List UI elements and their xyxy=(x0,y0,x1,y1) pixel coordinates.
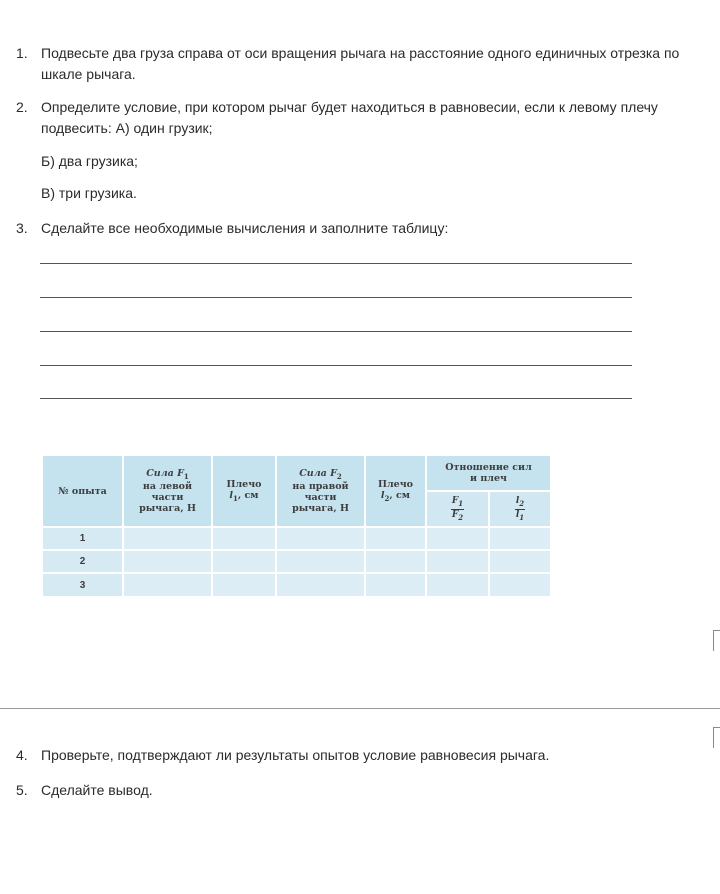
answer-line[interactable] xyxy=(40,263,632,264)
task-text: Определите условие, при котором рычаг будет находиться в равновесии, если к левому плечу подвесить: А) один грузик; xyxy=(41,99,658,136)
task-text: Проверьте, подтверждают ли результаты опытов условие равновесия рычага. xyxy=(41,747,550,763)
table-cell-input[interactable] xyxy=(123,573,212,597)
header-experiment-number: № опыта xyxy=(42,455,123,527)
table-cell-input[interactable] xyxy=(123,550,212,573)
table-cell-input[interactable] xyxy=(365,527,426,550)
lever-results-table xyxy=(41,454,550,598)
table-row xyxy=(42,527,551,550)
answer-line[interactable] xyxy=(40,365,632,366)
task-number: 4. xyxy=(16,747,28,763)
answer-line[interactable] xyxy=(40,398,632,399)
task-text: Подвесьте два груза справа от оси вращения рычага на расстояние одного единичных отрезка по шкале рычага. xyxy=(41,45,680,82)
answer-line[interactable] xyxy=(40,297,632,298)
table-cell-input[interactable] xyxy=(426,527,489,550)
header-ratio: Отношение сил и плеч xyxy=(426,455,551,491)
header-arm-left: Плечо $l_1$, см xyxy=(212,455,276,527)
task-text: Сделайте вывод. xyxy=(41,782,153,798)
task-text: Сделайте все необходимые вычисления и заполните таблицу: xyxy=(41,220,449,236)
table-cell-input[interactable] xyxy=(276,573,365,597)
task-number: 2. xyxy=(16,99,28,115)
table-cell-input[interactable] xyxy=(212,527,276,550)
section-divider xyxy=(0,708,720,709)
table-cell-input[interactable] xyxy=(426,550,489,573)
experiment-number: 2 xyxy=(42,550,123,573)
header-force-right: Сила $F_2$ на правой части рычага, Н xyxy=(276,455,365,527)
task-number: 3. xyxy=(16,220,28,236)
experiment-number: 3 xyxy=(42,573,123,597)
table-cell-input[interactable] xyxy=(426,573,489,597)
table-row xyxy=(42,573,551,597)
table-cell-input[interactable] xyxy=(212,573,276,597)
table-cell-input[interactable] xyxy=(365,550,426,573)
table-cell-input[interactable] xyxy=(489,527,551,550)
table-row xyxy=(42,550,551,573)
table-cell-input[interactable] xyxy=(212,550,276,573)
table-cell-input[interactable] xyxy=(365,573,426,597)
task-number: 5. xyxy=(16,782,28,798)
header-arm-ratio: $\frac{l_2}{l_1}$ xyxy=(489,491,551,527)
header-force-left: Сила $F_1$ на левой части рычага, Н xyxy=(123,455,212,527)
header-force-ratio: $\frac{F_1}{F_2}$ xyxy=(426,491,489,527)
header-arm-right: Плечо $l_2$, см xyxy=(365,455,426,527)
task-number: 1. xyxy=(16,45,28,61)
option-c: В) три грузика. xyxy=(41,185,137,201)
crop-mark xyxy=(713,727,720,748)
crop-mark xyxy=(713,630,720,651)
table-cell-input[interactable] xyxy=(489,573,551,597)
answer-line[interactable] xyxy=(40,331,632,332)
table-cell-input[interactable] xyxy=(489,550,551,573)
table-cell-input[interactable] xyxy=(276,527,365,550)
table-cell-input[interactable] xyxy=(123,527,212,550)
experiment-number: 1 xyxy=(42,527,123,550)
table-cell-input[interactable] xyxy=(276,550,365,573)
option-b: Б) два грузика; xyxy=(41,153,138,169)
